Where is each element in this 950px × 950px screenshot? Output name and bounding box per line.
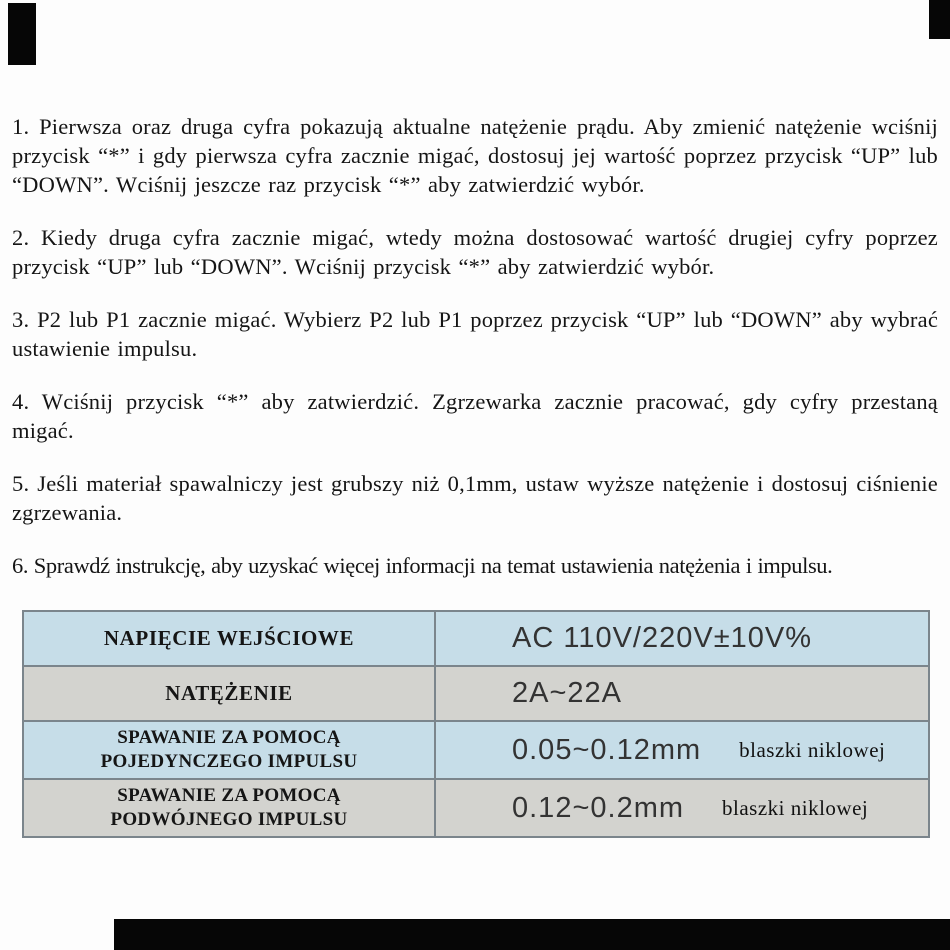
spec-note: blaszki niklowej <box>739 737 886 762</box>
instruction-step-5: 5. Jeśli materiał spawalniczy jest grubszy niż 0,1mm, ustaw wyższe natężenie i dostosuj ciśnienie zgrzewania. <box>12 471 938 525</box>
spec-value: 2A~22A <box>512 677 623 709</box>
spec-label-line: SPAWANIE ZA POMOCĄ <box>117 785 341 806</box>
black-bar-bottom <box>114 919 950 950</box>
instruction-text-block <box>12 112 938 604</box>
spec-value-cell <box>436 667 928 720</box>
spec-value-cell <box>436 722 928 778</box>
spec-label-line: NAPIĘCIE WEJŚCIOWE <box>103 626 355 650</box>
spec-label-line: NATĘŻENIE <box>165 681 293 705</box>
instruction-step-4: 4. Wciśnij przycisk “*” aby zatwierdzić. Zgrzewarka zacznie pracować, gdy cyfry przestaną migać. <box>12 389 938 443</box>
instruction-step-2: 2. Kiedy druga cyfra zacznie migać, wtedy można dostosować wartość drugiej cyfry poprzez przycisk “UP” lub “DOWN”. Wciśnij przycisk “*” aby zatwierdzić wybór. <box>12 225 938 279</box>
spec-value: AC 110V/220V±10V% <box>512 622 813 654</box>
spec-value-cell <box>436 780 928 836</box>
spec-label-line: PODWÓJNEGO IMPULSU <box>110 809 348 830</box>
spec-value-cell <box>436 612 928 665</box>
spec-note: blaszki niklowej <box>722 795 869 820</box>
spec-label <box>24 667 436 720</box>
spec-value: 0.12~0.2mm <box>512 791 685 824</box>
table-row-current <box>24 665 928 720</box>
black-bar-top-right <box>929 0 950 39</box>
table-row-input-voltage <box>24 612 928 665</box>
specification-table <box>22 610 930 838</box>
spec-label <box>24 612 436 665</box>
spec-value: 0.05~0.12mm <box>512 733 702 766</box>
table-row-single-pulse <box>24 720 928 778</box>
spec-label <box>24 722 436 778</box>
spec-label-line: SPAWANIE ZA POMOCĄ <box>117 727 341 748</box>
table-row-double-pulse <box>24 778 928 836</box>
black-bar-top-left <box>8 3 36 65</box>
instruction-step-1: 1. Pierwsza oraz druga cyfra pokazują aktualne natężenie prądu. Aby zmienić natężenie wciśnij przycisk “*” i gdy pierwsza cyfra zacznie migać, dostosuj jej wartość poprzez przycisk “UP” lub “DOWN”. Wciśnij jeszcze raz przycisk “*” aby zatwierdzić wybór. <box>12 114 938 197</box>
instruction-step-6: 6. Sprawdź instrukcję, aby uzyskać więcej informacji na temat ustawienia natężenia i impulsu. <box>12 553 833 578</box>
spec-label <box>24 780 436 836</box>
instruction-step-3: 3. P2 lub P1 zacznie migać. Wybierz P2 lub P1 poprzez przycisk “UP” lub “DOWN” aby wybrać ustawienie impulsu. <box>12 307 938 361</box>
spec-label-line: POJEDYNCZEGO IMPULSU <box>100 751 358 772</box>
